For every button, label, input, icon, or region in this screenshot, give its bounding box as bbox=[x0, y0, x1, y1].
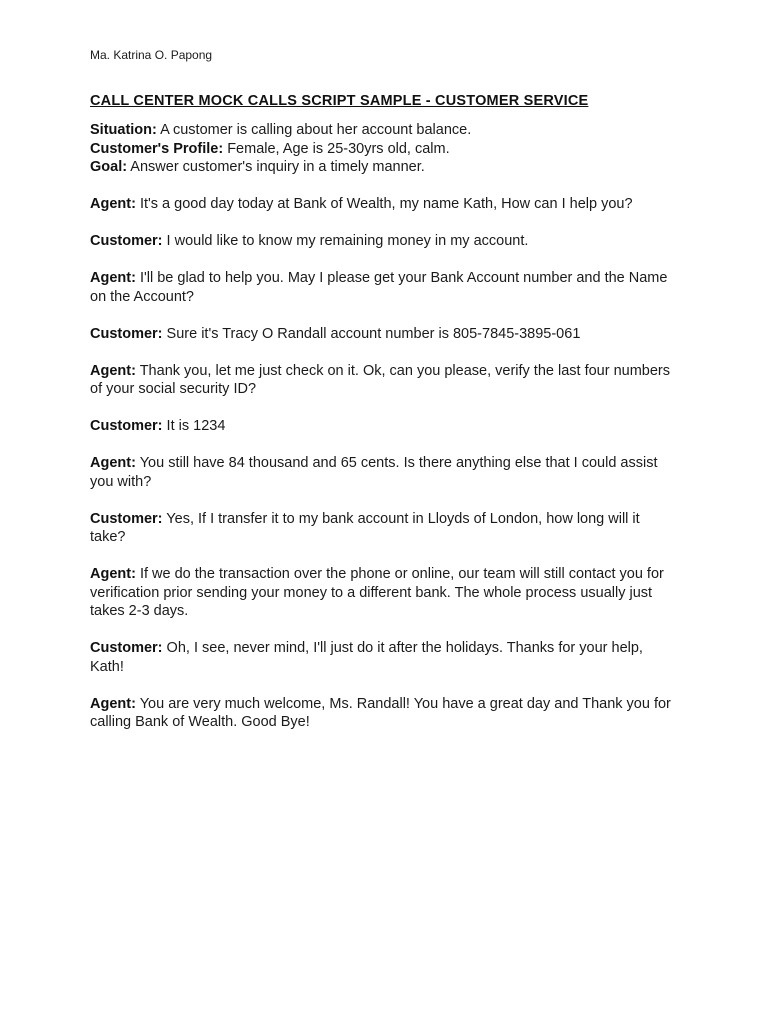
meta-text: Answer customer's inquiry in a timely manner. bbox=[130, 159, 425, 175]
script-line bbox=[90, 232, 676, 251]
dialogue-text: It is 1234 bbox=[166, 418, 226, 434]
speaker-label: Customer: bbox=[90, 325, 163, 342]
speaker-label: Agent: bbox=[90, 455, 136, 471]
script-line bbox=[90, 695, 676, 732]
script-line bbox=[90, 325, 676, 344]
dialogue-text: I'll be glad to help you. May I please get your Bank Account number and the Name on the Account? bbox=[90, 270, 668, 305]
dialogue-text: I would like to know my remaining money in my account. bbox=[166, 233, 529, 249]
speaker-label: Agent: bbox=[90, 566, 136, 582]
dialogue-text: You still have 84 thousand and 65 cents. Is there anything else that I could assist you with? bbox=[90, 455, 658, 490]
script-line bbox=[90, 565, 676, 621]
speaker-label: Customer: bbox=[90, 510, 163, 527]
dialogue-text: Thank you, let me just check on it. Ok, can you please, verify the last four numbers of your social security ID? bbox=[90, 362, 671, 397]
speaker-label: Agent: bbox=[90, 196, 136, 212]
meta-label: Goal: bbox=[90, 159, 128, 175]
meta-label: Customer's Profile: bbox=[90, 140, 224, 157]
speaker-label: Agent: bbox=[90, 270, 136, 286]
speaker-label: Agent: bbox=[90, 362, 136, 379]
script-line bbox=[90, 417, 676, 436]
script-line bbox=[90, 195, 676, 214]
meta-label: Situation: bbox=[90, 122, 157, 138]
speaker-label: Customer: bbox=[90, 418, 163, 434]
meta-text: Female, Age is 25-30yrs old, calm. bbox=[227, 140, 450, 157]
dialogue-text: Oh, I see, never mind, I'll just do it after the holidays. Thanks for your help, Kath! bbox=[90, 640, 643, 675]
dialogue-text: Sure it's Tracy O Randall account number is 805-7845-3895-061 bbox=[166, 325, 581, 342]
dialogue-text: You are very much welcome, Ms. Randall! You have a great day and Thank you for calling Bank of Wealth. Good Bye! bbox=[90, 695, 671, 730]
author-name: Ma. Katrina O. Papong bbox=[90, 48, 213, 62]
script-line bbox=[90, 362, 676, 399]
speaker-label: Customer: bbox=[90, 640, 163, 656]
script-line bbox=[90, 269, 676, 306]
script-line bbox=[90, 454, 676, 491]
speaker-label: Agent: bbox=[90, 695, 136, 712]
meta-line-goal bbox=[90, 158, 676, 177]
document-title: CALL CENTER MOCK CALLS SCRIPT SAMPLE - CUSTOMER SERVICE bbox=[90, 93, 589, 109]
meta-line-profile bbox=[90, 140, 676, 159]
script-line bbox=[90, 510, 676, 547]
dialogue-text: It's a good day today at Bank of Wealth, my name Kath, How can I help you? bbox=[139, 196, 633, 212]
dialogue-text: If we do the transaction over the phone or online, our team will still contact you for verification prior sending your money to a different bank. The whole process usually just takes 2-3 days. bbox=[90, 566, 664, 619]
dialogue-text: Yes, If I transfer it to my bank account in Lloyds of London, how long will it take? bbox=[90, 510, 640, 545]
meta-text: A customer is calling about her account balance. bbox=[160, 122, 472, 138]
speaker-label: Customer: bbox=[90, 233, 163, 249]
meta-line-situation bbox=[90, 121, 676, 140]
script-line bbox=[90, 639, 676, 676]
